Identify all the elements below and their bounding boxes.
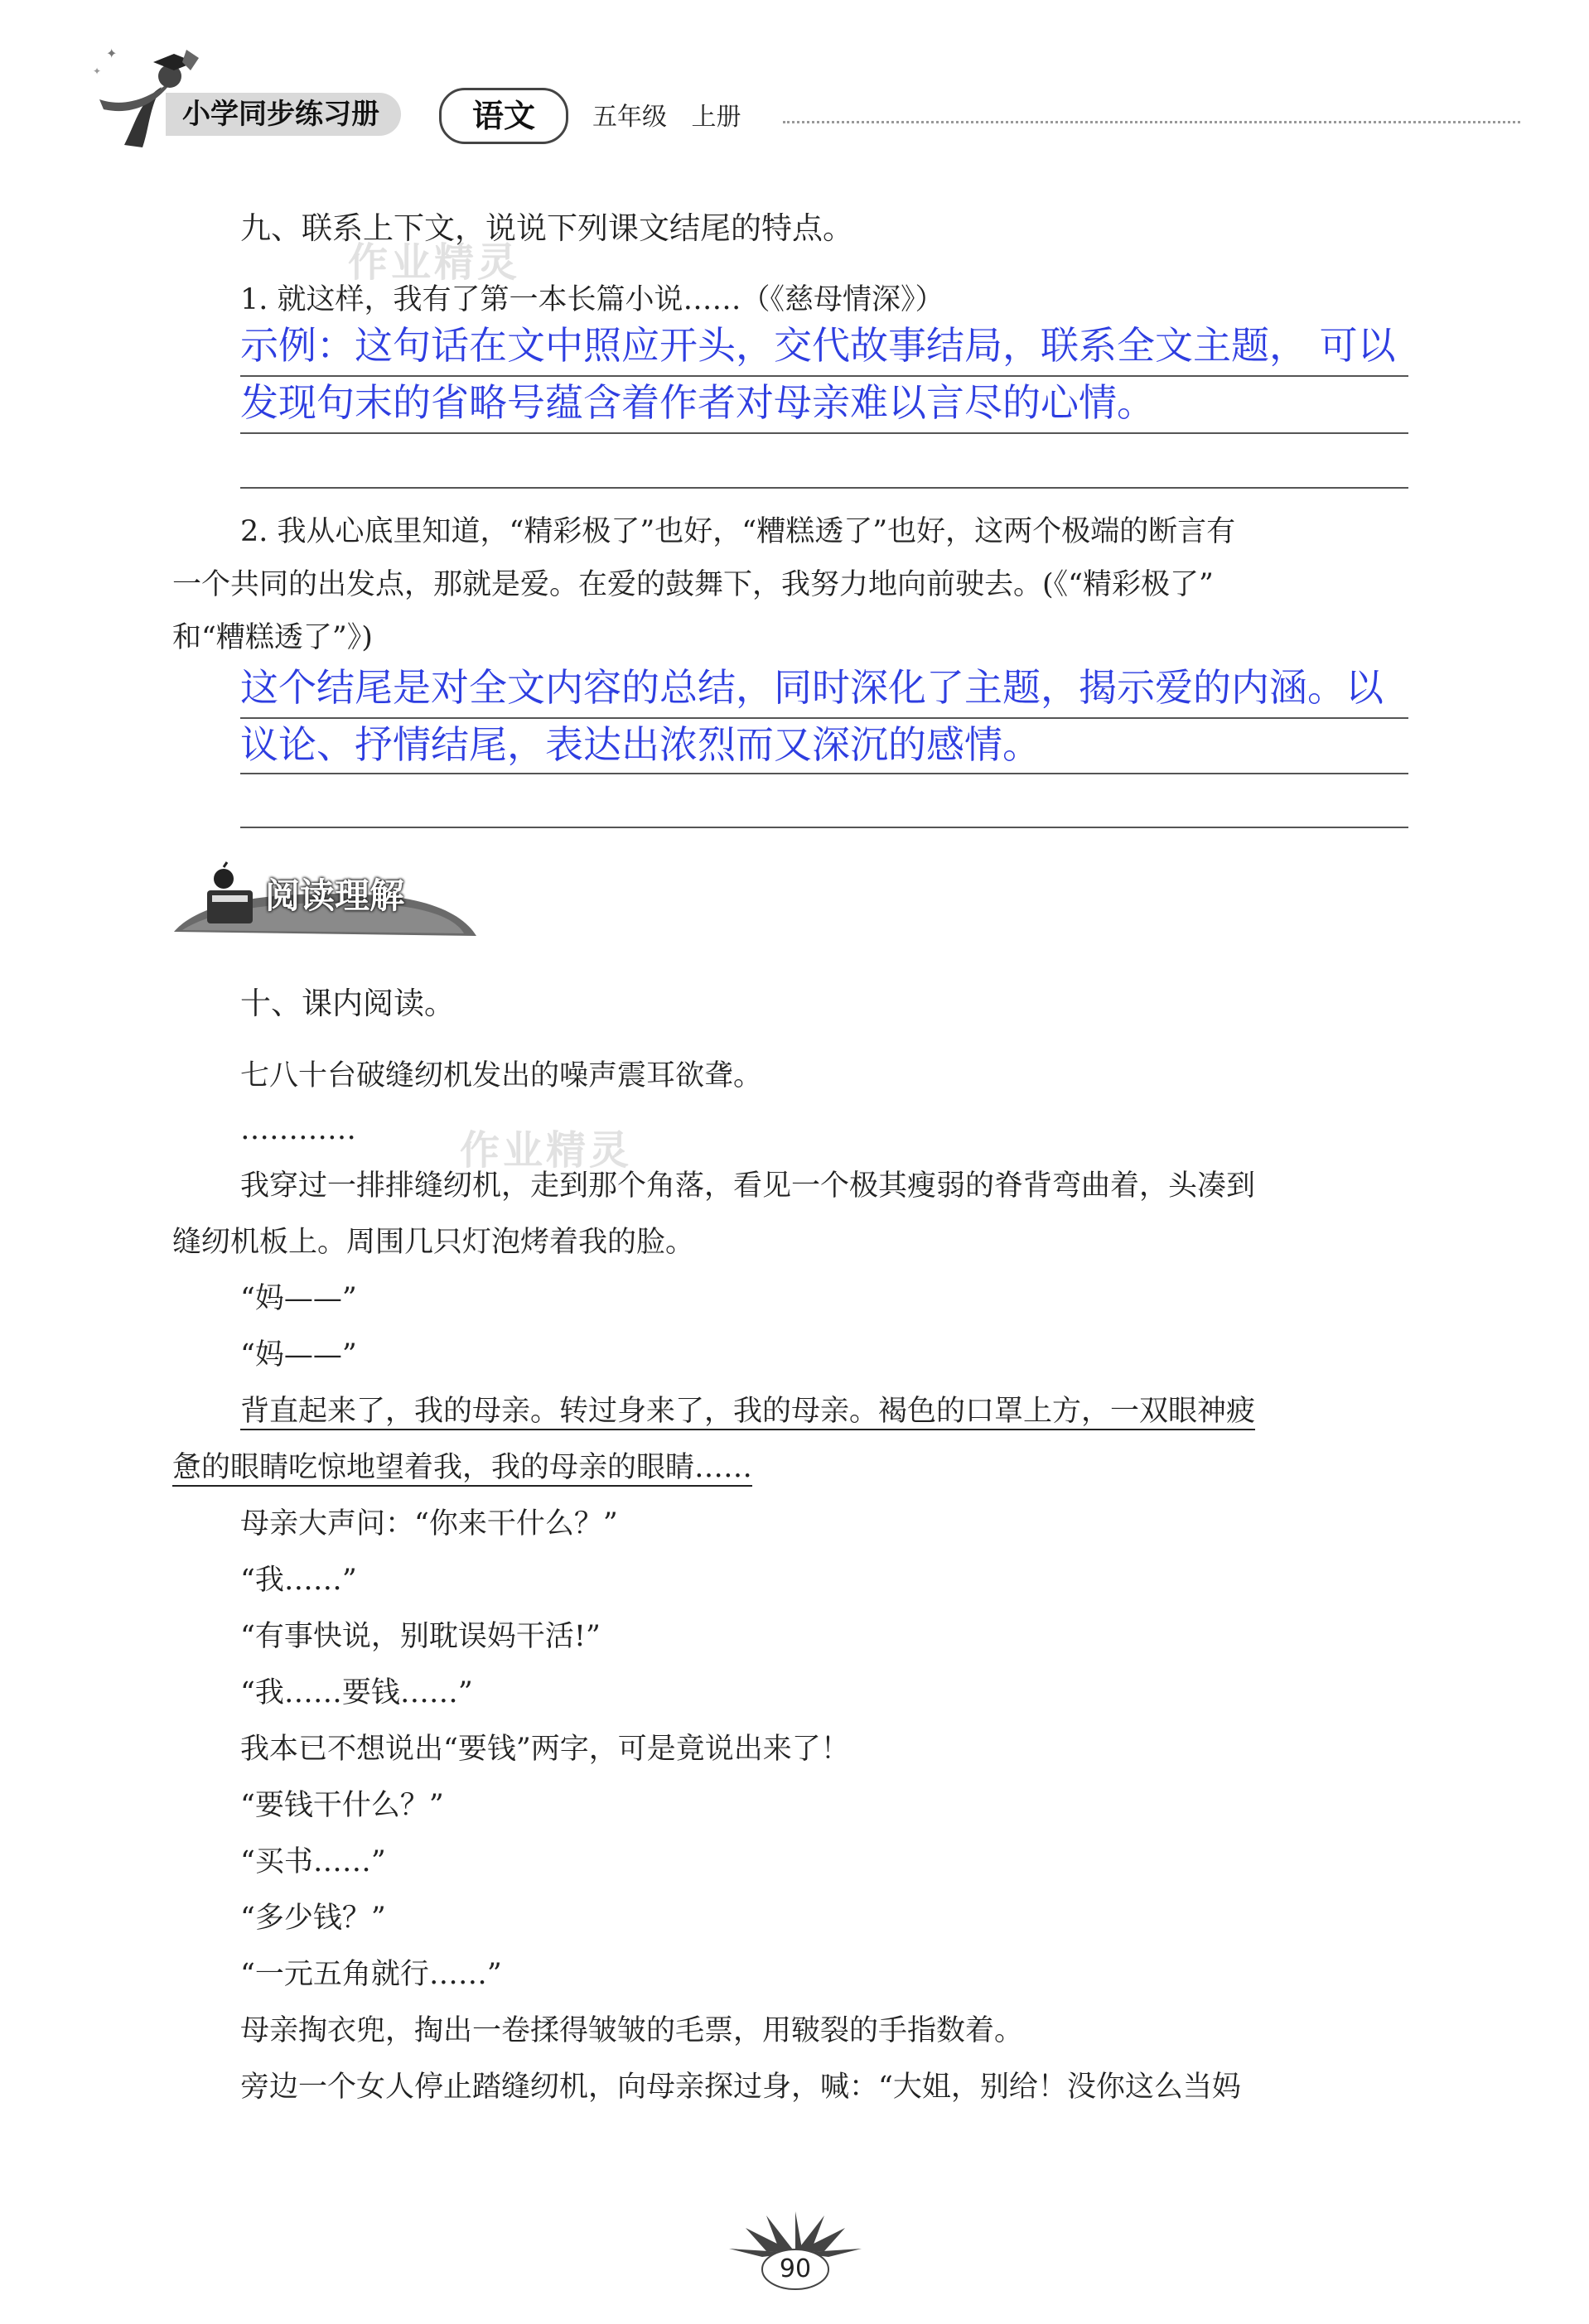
page-header [91, 41, 1417, 157]
answer-text: 这个结尾是对全文内容的总结，同时深化了主题，揭示爱的内涵。以 [240, 665, 1384, 710]
watermark: 作业精灵 [348, 239, 521, 286]
passage-line: “一元五角就行……” [240, 1958, 502, 1991]
answer-line [240, 432, 1408, 434]
section-banner [166, 857, 481, 943]
passage-line: 母亲掏衣兜，掏出一卷揉得皱皱的毛票，用皲裂的手指数着。 [240, 2014, 1024, 2047]
passage-line: “我……” [240, 1564, 357, 1597]
passage-line: “我……要钱……” [240, 1676, 473, 1709]
underlined-passage-line: 背直起来了，我的母亲。转过身来了，我的母亲。褐色的口罩上方，一双眼神疲 [240, 1395, 1256, 1428]
question-heading: 九、联系上下文，说说下列课文结尾的特点。 [240, 210, 853, 246]
section-banner-title: 阅读理解 [265, 875, 405, 916]
answer-line [240, 827, 1408, 828]
answer-text: 议论、抒情结尾，表达出浓烈而又深沉的感情。 [240, 722, 1041, 767]
page-number-badge [721, 2211, 870, 2294]
passage-line: “买书……” [240, 1845, 386, 1878]
answer-line [240, 773, 1408, 774]
passage-line: “多少钱？” [240, 1902, 386, 1935]
series-title: 小学同步练习册 [166, 93, 401, 136]
page-number: 90 [779, 2254, 812, 2283]
watermark: 作业精灵 [460, 1127, 633, 1174]
question-heading: 十、课内阅读。 [240, 986, 455, 1021]
passage-line: “有事快说，别耽误妈干活!” [240, 1620, 601, 1653]
passage-line: “要钱干什么？” [240, 1789, 444, 1822]
question-item: 2. 我从心底里知道，“精彩极了”也好，“糟糕透了”也好，这两个极端的断言有 [240, 515, 1236, 548]
passage-line: 旁边一个女人停止踏缝纫机，向母亲探过身，喊：“大姐，别给！没你这么当妈 [240, 2071, 1241, 2104]
passage-line: 我本已不想说出“要钱”两字，可是竟说出来了！ [240, 1733, 850, 1766]
answer-line [240, 487, 1408, 489]
passage-line: 我穿过一排排缝纫机，走到那个角落，看见一个极其瘦弱的脊背弯曲着，头凑到 [240, 1169, 1256, 1203]
grade-label: 五年级 上册 [592, 103, 741, 132]
passage-line: 七八十台破缝纫机发出的噪声震耳欲聋。 [240, 1059, 763, 1092]
header-divider [783, 121, 1520, 123]
underlined-passage-line: 惫的眼睛吃惊地望着我，我的母亲的眼睛…… [172, 1451, 753, 1484]
passage-line: “妈——” [240, 1282, 357, 1315]
question-item: 和“糟糕透了”》) [172, 621, 373, 654]
passage-line: ………… [240, 1113, 356, 1146]
question-item: 1. 就这样，我有了第一本长篇小说……（《慈母情深》） [240, 283, 944, 316]
answer-line [240, 717, 1408, 719]
answer-text: 示例：这句话在文中照应开头，交代故事结局，联系全文主题， 可以 [240, 323, 1396, 368]
passage-line: 缝纫机板上。周围几只灯泡烤着我的脸。 [172, 1226, 695, 1259]
passage-line: 母亲大声问：“你来干什么？” [240, 1507, 618, 1540]
passage-line: “妈——” [240, 1338, 357, 1372]
question-item: 一个共同的出发点，那就是爱。在爱的鼓舞下，我努力地向前驶去。(《“精彩极了” [172, 568, 1214, 601]
svg-text:✦: ✦ [106, 46, 118, 61]
svg-text:✦: ✦ [93, 65, 102, 77]
answer-text: 发现句末的省略号蕴含着作者对母亲难以言尽的心情。 [240, 380, 1155, 425]
subject-tag: 语文 [439, 88, 568, 144]
answer-line [240, 375, 1408, 377]
